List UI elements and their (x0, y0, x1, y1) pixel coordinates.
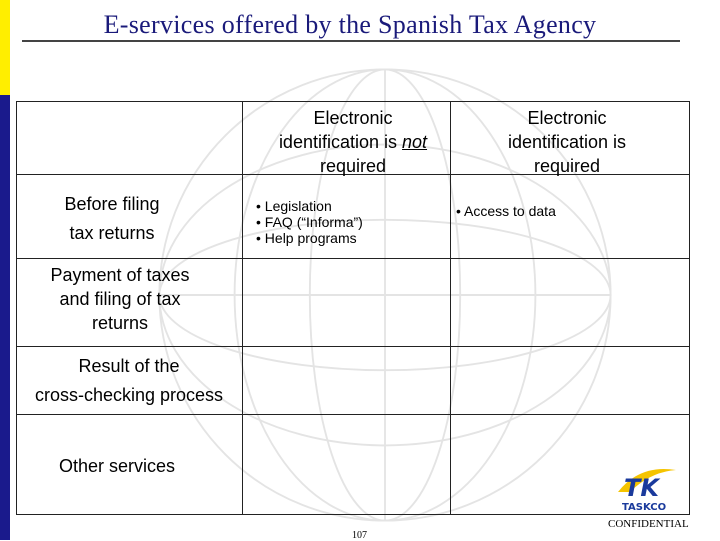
page-title: E-services offered by the Spanish Tax Agency (103, 10, 597, 39)
column-header-line: required (319, 156, 387, 176)
column-header-id-required (462, 106, 672, 178)
column-header-line: Electronic (527, 108, 607, 128)
title-underline (22, 40, 680, 42)
column-header-text: identification is (278, 132, 398, 152)
column-header-line: Electronic (313, 108, 393, 128)
row-label-line: Result of the (78, 356, 180, 376)
service-item-faq: • FAQ (“Informa”) (256, 214, 446, 230)
blue-accent-bar (0, 95, 10, 540)
confidential-label: CONFIDENTIAL (608, 518, 689, 530)
logo-mark-text: TK (624, 474, 659, 502)
service-item-access-to-data: • Access to data (456, 203, 666, 219)
required-services-list (456, 203, 666, 219)
column-divider-1 (242, 101, 243, 515)
row-label-line: and filing of tax (59, 289, 181, 309)
table-border-top (16, 101, 690, 102)
page-number: 107 (352, 530, 367, 541)
emphasis-not: not (402, 132, 428, 152)
column-header-line (248, 130, 458, 154)
row-divider-3 (16, 346, 690, 347)
row-label-before-filing (22, 190, 202, 248)
row-divider-4 (16, 414, 690, 415)
row-label-line: cross-checking process (34, 385, 224, 405)
service-item-help-programs: • Help programs (256, 230, 446, 246)
table-border-bottom (16, 514, 690, 515)
row-label-other-services (32, 454, 202, 478)
row-label-payment-filing (22, 263, 218, 335)
not-required-services-list (256, 198, 446, 246)
service-item-legislation: • Legislation (256, 198, 446, 214)
logo-wordmark: TASKCO (622, 502, 667, 513)
row-label-line: Before filing (64, 194, 160, 214)
taskco-logo-mark (610, 462, 682, 514)
row-label-line: Other services (58, 456, 176, 476)
column-header-id-not-required (248, 106, 458, 178)
row-divider-2 (16, 258, 690, 259)
taskco-logo (610, 462, 682, 514)
table-border-left (16, 101, 17, 515)
row-label-line: returns (91, 313, 149, 333)
yellow-accent-bar (0, 0, 10, 95)
row-label-cross-checking (14, 352, 244, 410)
table-border-right (689, 101, 690, 515)
column-header-line: required (533, 156, 601, 176)
row-label-line: Payment of taxes (50, 265, 190, 285)
row-label-line: tax returns (69, 223, 155, 243)
column-header-line: identification is (507, 132, 627, 152)
